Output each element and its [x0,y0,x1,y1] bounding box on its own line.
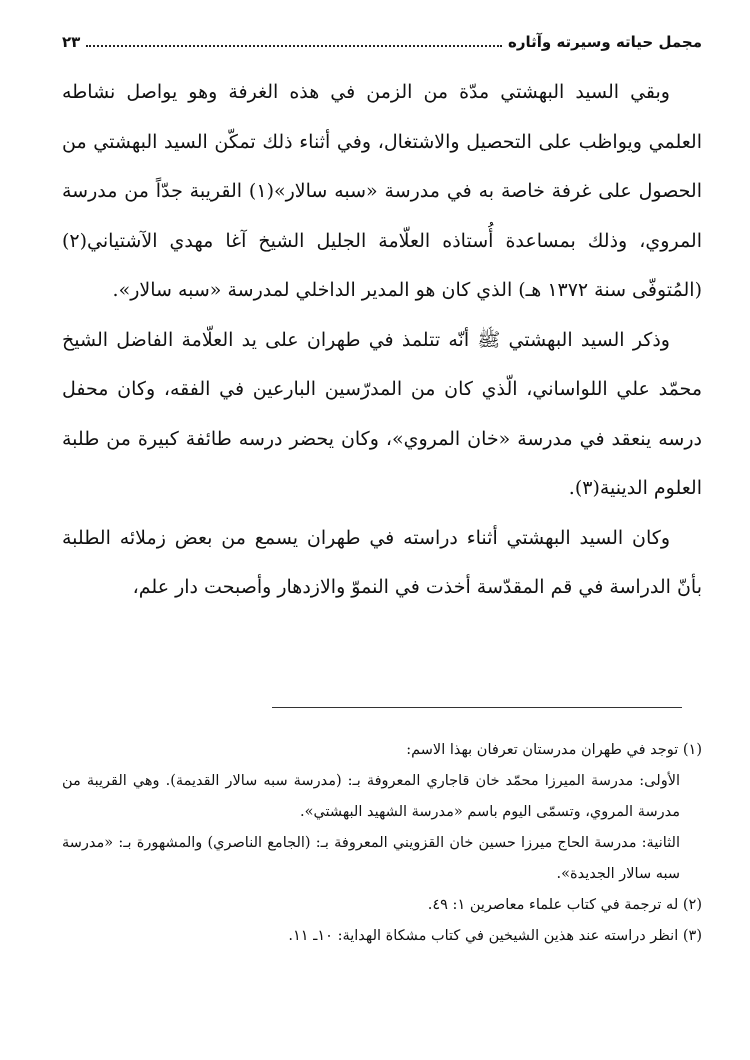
main-text [62,68,702,613]
paragraph: وبقي السيد البهشتي مدّة من الزمن في هذه الغرفة وهو يواصل نشاطه العلمي ويواظب على التحصيل والاشتغال، وفي أثناء ذلك تمكّن السيد البهشتي من الحصول على غرفة خاصة به في مدرسة «سبه سالار»(١) القريبة جدّاً من مدرسة المروي، وذلك بمساعدة أُستاذه العلّامة الجليل الشيخ آغا مهدي الآشتياني(٢) (المُتوفّى سنة ١٣٧٢ هـ) الذي كان هو المدير الداخلي لمدرسة «سبه سالار». [62,81,702,301]
footnotes [62,735,702,952]
footnote-1-intro: (١) توجد في طهران مدرستان تعرفان بهذا الاسم: [406,742,702,758]
header-dot-leader [86,37,502,47]
footnote-1-second-school: الثانية: مدرسة الحاج ميرزا حسين خان القزويني المعروفة بـ: (الجامع الناصري) والمشهورة بـ: «مدرسة سبه سالار الجديدة». [62,835,680,882]
footnote-1-first-school: الأولى: مدرسة الميرزا محمّد خان قاجاري المعروفة بـ: (مدرسة سبه سالار القديمة). وهي القريبة من مدرسة المروي، وتسمّى اليوم باسم «مدرسة الشهيد البهشتي». [62,773,680,820]
paragraph: وكان السيد البهشتي أثناء دراسته في طهران يسمع من بعض زملائه الطلبة بأنّ الدراسة في قم المقدّسة أخذت في النموّ والازدهار وأصبحت دار علم، [62,526,702,598]
paragraph: وذكر السيد البهشتي ﷺ أنّه تتلمذ في طهران على يد العلّامة الفاضل الشيخ محمّد علي اللواساني، الّذي كان من المدرّسين البارعين في الفقه، وكان محفل درسه ينعقد في مدرسة «خان المروي»، وكان يحضر درسه طائفة كبيرة من طلبة العلوم الدينية(٣). [62,328,702,499]
running-title: مجمل حياته وسيرته وآثاره [508,33,702,51]
running-header [62,30,702,54]
footnote-3: (٣) انظر دراسته عند هذين الشيخين في كتاب مشكاة الهداية: ١٠ـ ١١. [288,928,702,944]
page-number: ٢٣ [62,33,81,51]
footnote-2: (٢) له ترجمة في كتاب علماء معاصرين ١: ٤٩. [427,897,702,913]
footnote-divider [272,707,682,708]
